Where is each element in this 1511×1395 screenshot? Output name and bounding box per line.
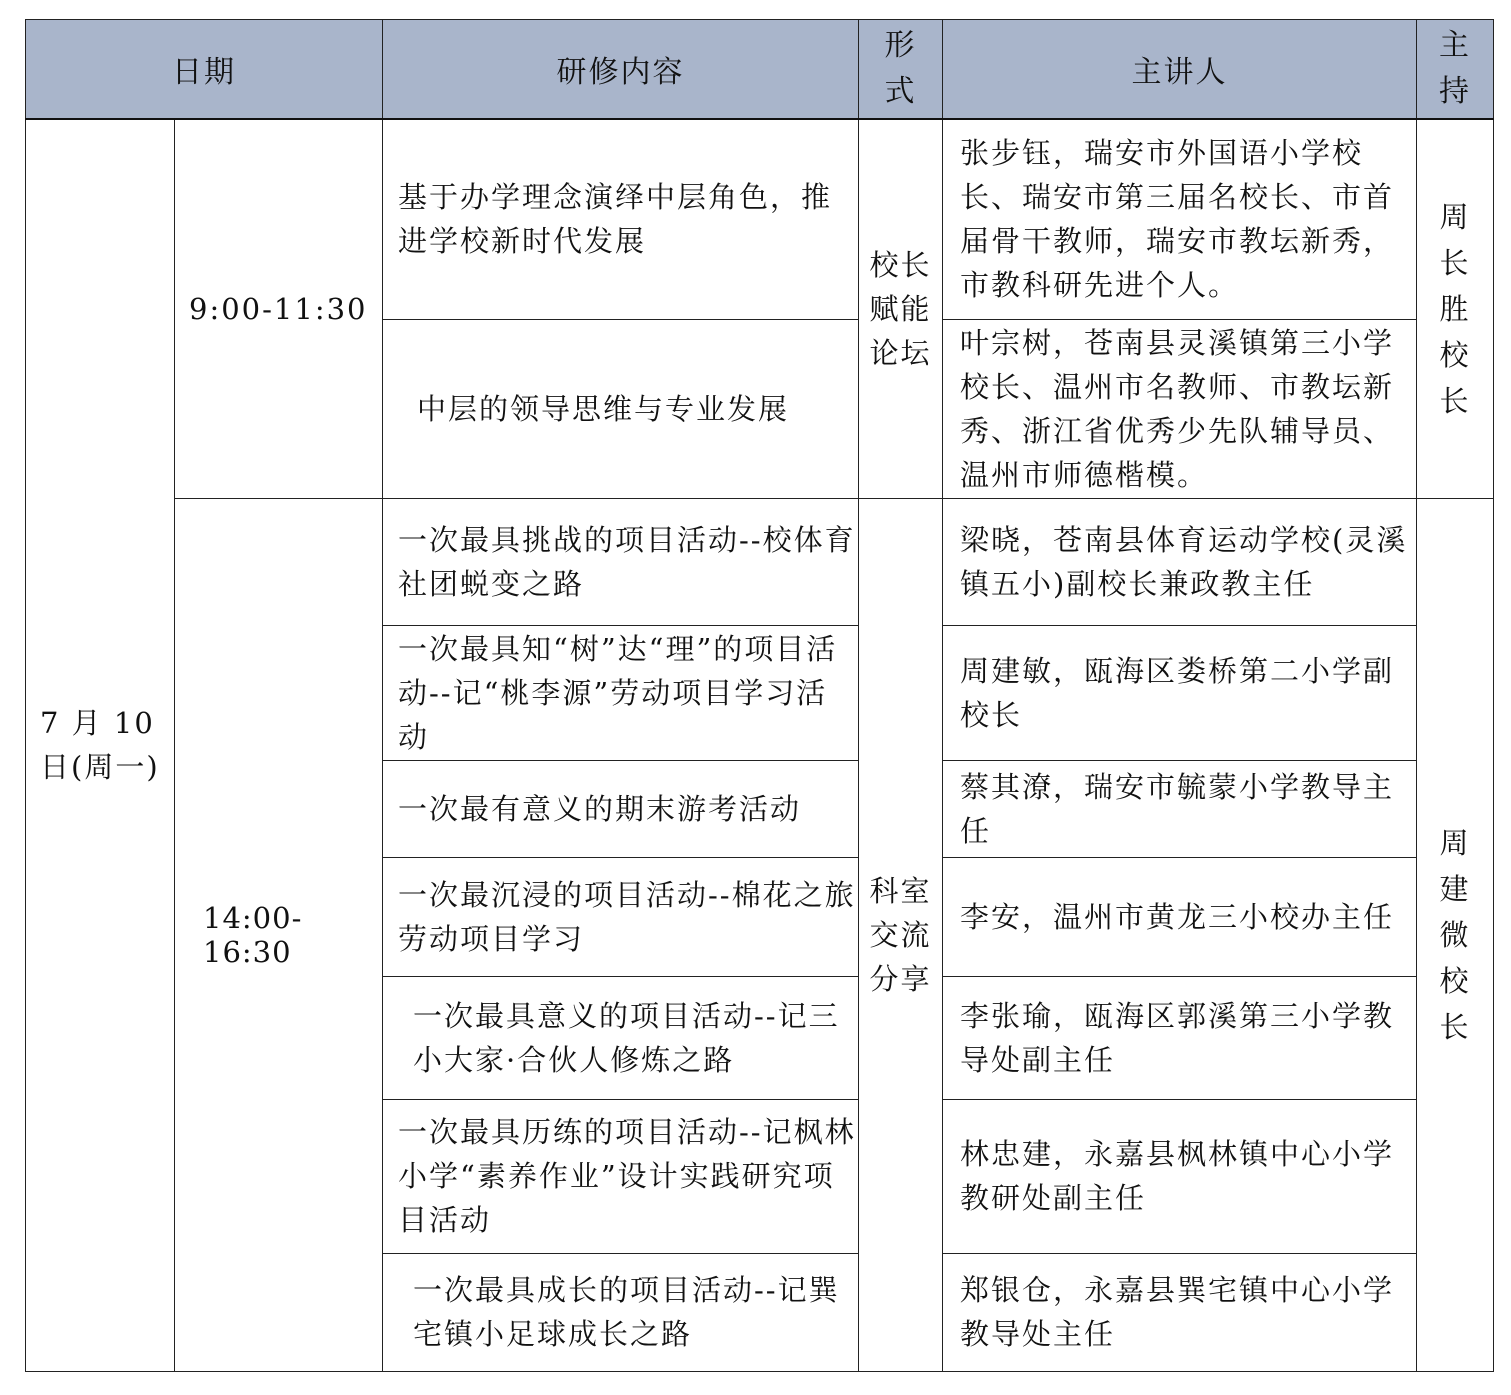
date-cell: 7 月 10 日(周一) [26, 119, 175, 1371]
content-cell: 一次最具意义的项目活动--记三小大家·合伙人修炼之路 [383, 976, 859, 1099]
table-row [26, 119, 1494, 319]
speaker-cell: 叶宗树，苍南县灵溪镇第三小学校长、温州市名教师、市教坛新秀、浙江省优秀少先队辅导员、温州市师德楷模。 [943, 319, 1417, 498]
speaker-cell: 李安，温州市黄龙三小校办主任 [943, 857, 1417, 976]
header-host: 主持 [1417, 20, 1494, 120]
content-cell: 一次最具历练的项目活动--记枫林小学“素养作业”设计实践研究项目活动 [383, 1099, 859, 1253]
time-cell-morning: 9:00-11:30 [175, 119, 383, 498]
host-cell-morning: 周长胜校长 [1417, 119, 1494, 498]
schedule-table [25, 19, 1494, 1372]
host-cell-afternoon: 周建微校长 [1417, 498, 1494, 1371]
header-row [26, 20, 1494, 120]
table-row [26, 498, 1494, 625]
content-cell: 一次最具成长的项目活动--记巽宅镇小足球成长之路 [383, 1253, 859, 1371]
speaker-cell: 蔡其潦，瑞安市毓蒙小学教导主任 [943, 760, 1417, 857]
speaker-cell: 张步钰，瑞安市外国语小学校长、瑞安市第三届名校长、市首届骨干教师，瑞安市教坛新秀，市教科研先进个人。 [943, 119, 1417, 319]
speaker-cell: 郑银仓，永嘉县巽宅镇中心小学教导处主任 [943, 1253, 1417, 1371]
content-cell: 一次最具知“树”达“理”的项目活动--记“桃李源”劳动项目学习活动 [383, 625, 859, 760]
header-date: 日期 [26, 20, 383, 120]
speaker-cell: 梁晓，苍南县体育运动学校(灵溪镇五小)副校长兼政教主任 [943, 498, 1417, 625]
speaker-cell: 林忠建，永嘉县枫林镇中心小学教研处副主任 [943, 1099, 1417, 1253]
speaker-cell: 周建敏，瓯海区娄桥第二小学副校长 [943, 625, 1417, 760]
content-cell: 一次最具挑战的项目活动--校体育社团蜕变之路 [383, 498, 859, 625]
content-cell: 基于办学理念演绎中层角色，推进学校新时代发展 [383, 119, 859, 319]
form-cell-afternoon: 科室交流分享 [859, 498, 943, 1371]
header-content: 研修内容 [383, 20, 859, 120]
time-cell-afternoon: 14:00-16:30 [175, 498, 383, 1371]
content-cell: 中层的领导思维与专业发展 [383, 319, 859, 498]
content-cell: 一次最沉浸的项目活动--棉花之旅劳动项目学习 [383, 857, 859, 976]
speaker-cell: 李张瑜，瓯海区郭溪第三小学教导处副主任 [943, 976, 1417, 1099]
header-form: 形式 [859, 20, 943, 120]
header-speaker: 主讲人 [943, 20, 1417, 120]
form-cell-morning: 校长赋能论坛 [859, 119, 943, 498]
content-cell: 一次最有意义的期末游考活动 [383, 760, 859, 857]
